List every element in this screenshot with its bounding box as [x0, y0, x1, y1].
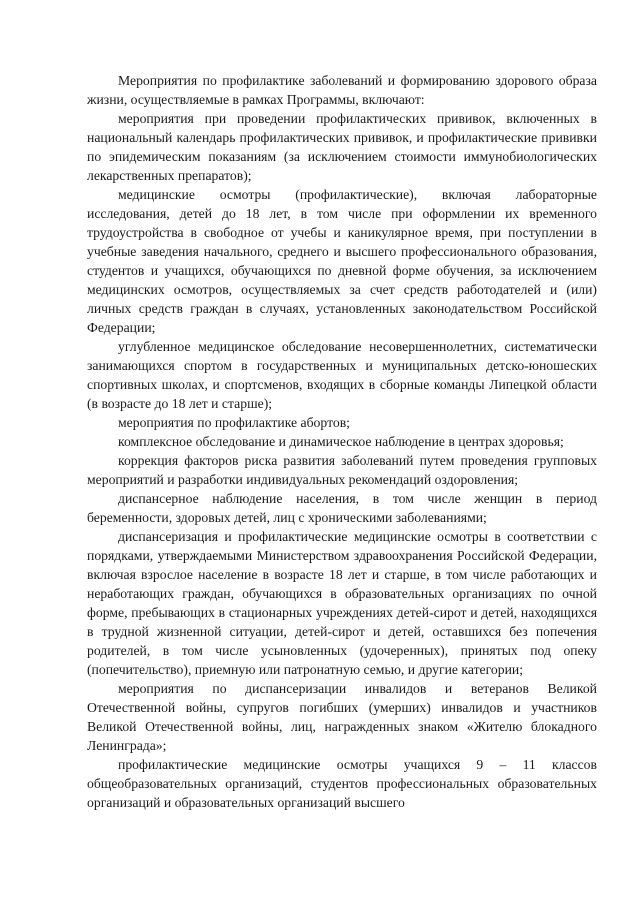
paragraph-dispensary-observation: диспансерное наблюдение населения, в том числе женщин в период беременности, здоровых детей, лиц с хроническими заболеваниями; [87, 491, 597, 525]
paragraph-students-checkups: профилактические медицинские осмотры учащихся 9 – 11 классов общеобразовательных организаций, студентов профессиональных образовательных организаций и образовательных организаций высшего [87, 757, 597, 810]
paragraph-vaccinations: мероприятия при проведении профилактических прививок, включенных в национальный календарь профилактических прививок, и профилактические прививки по эпидемическим показаниям (за исключением стоимости иммунобиологических лекарственных препаратов); [87, 111, 597, 183]
paragraph-medical-checkups-children: медицинские осмотры (профилактические), включая лабораторные исследования, детей до 18 лет, в том числе при оформлении их временного трудоустройства в свободное от учебы и каникулярное время, при поступлении в учебные заведения начального, среднего и высшего профессионального образования, студентов и учащихся, обучающихся по дневной форме обучения, за исключением медицинских осмотров, осуществляемых за счет средств работодателей и (или) личных средств граждан в случаях, установленных законодательством Российской Федерации; [87, 187, 597, 335]
paragraph-risk-factors: коррекция факторов риска развития заболеваний путем проведения групповых мероприятий и разработки индивидуальных рекомендаций оздоровления; [87, 453, 597, 487]
document-body [87, 71, 597, 812]
paragraph-health-centers: комплексное обследование и динамическое наблюдение в центрах здоровья; [118, 434, 564, 449]
paragraph-veterans: мероприятия по диспансеризации инвалидов и ветеранов Великой Отечественной войны, супругов погибших (умерших) инвалидов и участников Великой Отечественной войны, лиц, награжденных знаком «Жителю блокадного Ленинграда»; [87, 681, 597, 753]
paragraph-abortion-prevention: мероприятия по профилактике абортов; [118, 415, 350, 430]
paragraph-intro: Мероприятия по профилактике заболеваний и формированию здорового образа жизни, осуществляемые в рамках Программы, включают: [87, 73, 597, 107]
paragraph-athletes-examination: углубленное медицинское обследование несовершеннолетних, систематически занимающихся спортом в государственных и муниципальных детско-юношеских спортивных школах, и спортсменов, входящих в сборные команды Липецкой области (в возрасте до 18 лет и старше); [87, 339, 597, 411]
paragraph-dispensarization: диспансеризация и профилактические медицинские осмотры в соответствии с порядками, утверждаемыми Министерством здравоохранения Российской Федерации, включая взрослое население в возрасте 18 лет и старше, в том числе работающих и неработающих граждан, обучающихся в образовательных организациях по очной форме, пребывающих в стационарных учреждениях детей-сирот и детей, находящихся в трудной жизненной ситуации, детей-сирот и детей, оставшихся без попечения родителей, в том числе усыновленных (удочеренных), принятых под опеку (попечительство), приемную или патронатную семью, и другие категории; [87, 529, 597, 677]
